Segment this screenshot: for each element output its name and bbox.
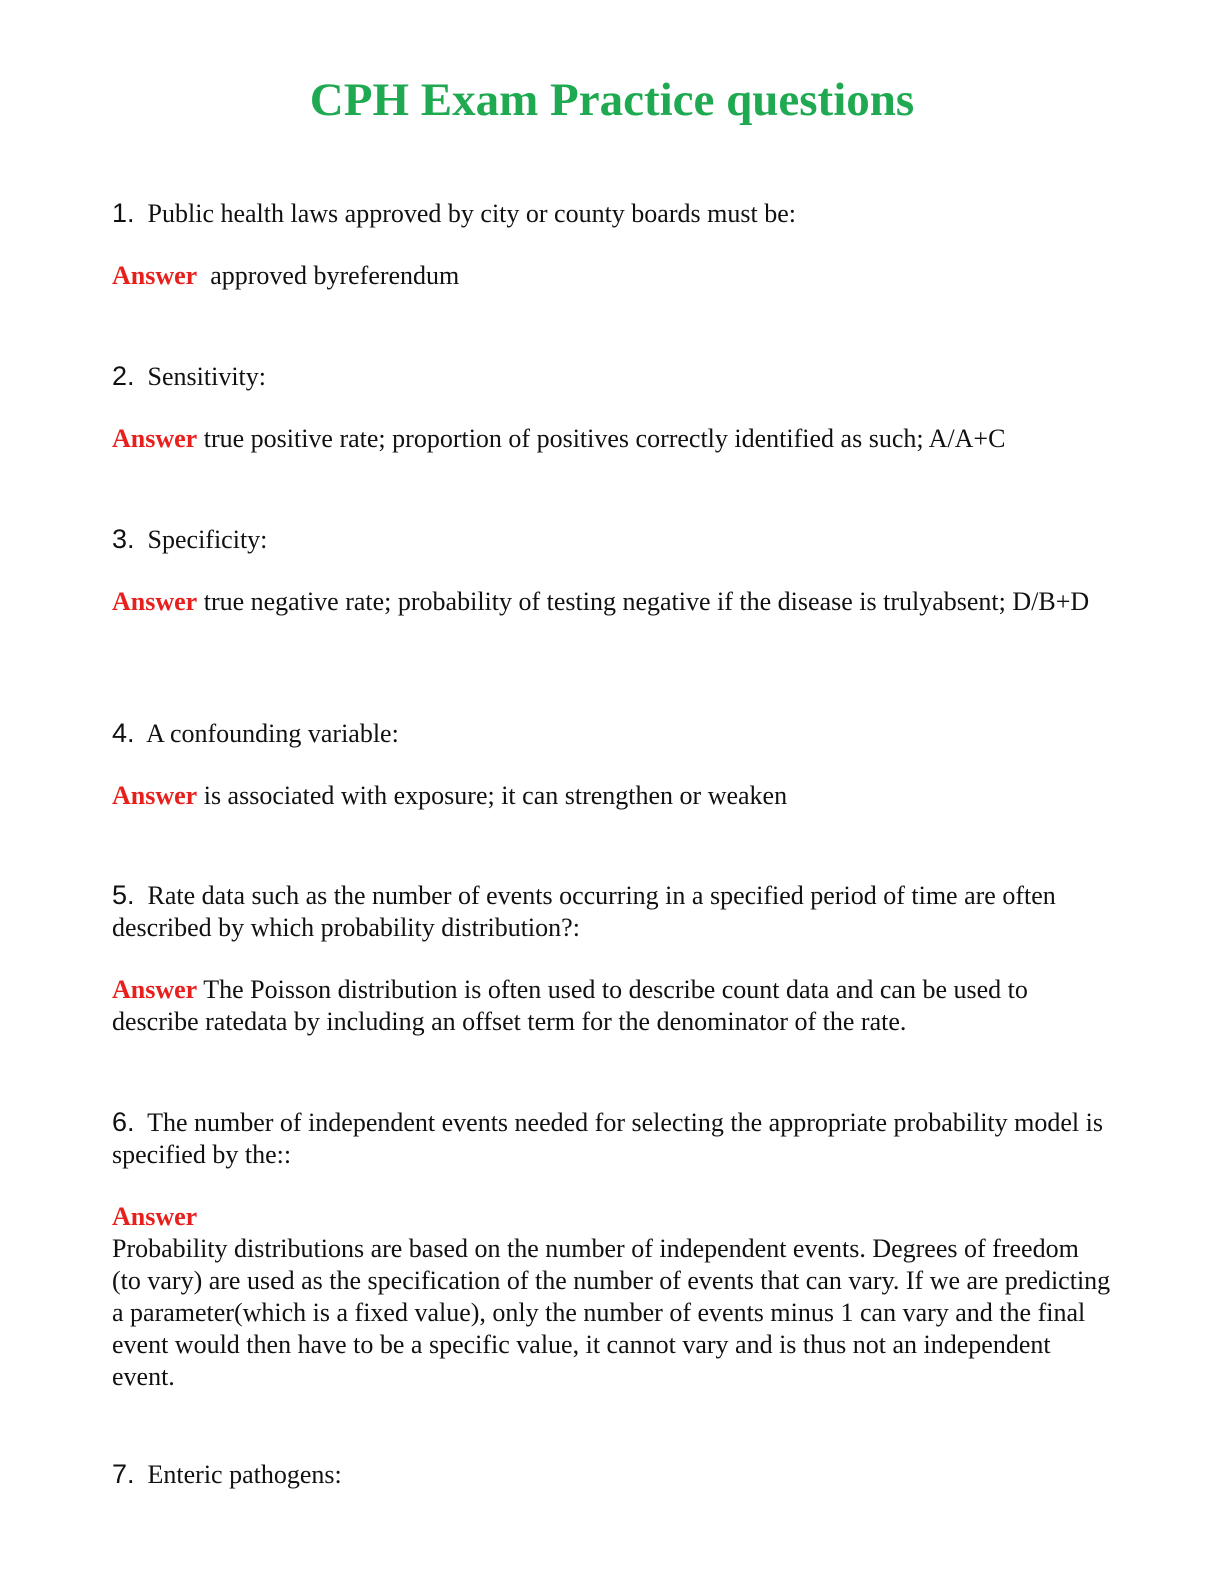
answer-text: is associated with exposure; it can strengthen or weaken [203, 781, 788, 810]
answer-5 [112, 974, 1112, 1038]
answer-label: Answer [112, 424, 198, 453]
question-4 [112, 717, 1112, 750]
question-number: 1. [112, 198, 135, 228]
question-1 [112, 197, 1112, 230]
answer-text: Probability distributions are based on the number of independent events. Degrees of freedom (to vary) are used as the specification of the number of events that can vary. If we are predicting a parameter(which is a fixed value), only the number of events minus 1 can vary and the final event would then have to be a specific value, it cannot vary and is thus not an independent event. [112, 1234, 1111, 1391]
question-text: Specificity: [147, 525, 268, 554]
answer-label: Answer [112, 587, 198, 616]
question-text: Enteric pathogens: [147, 1460, 342, 1489]
question-text: Rate data such as the number of events occurring in a specified period of time are often described by which probability distribution?: [112, 881, 1056, 942]
question-number: 7. [112, 1459, 135, 1489]
question-text: Sensitivity: [147, 362, 266, 391]
page-title: CPH Exam Practice questions [309, 74, 915, 126]
question-number: 4. [112, 718, 135, 748]
question-number: 3. [112, 524, 135, 554]
question-number: 6. [112, 1107, 135, 1137]
question-6 [112, 1106, 1112, 1171]
answer-6 [112, 1201, 1112, 1393]
question-number: 2. [112, 361, 135, 391]
answer-text: The Poisson distribution is often used to describe count data and can be used to describe ratedata by including an offset term for the denominator of the rate. [112, 975, 1028, 1036]
question-text: The number of independent events needed for selecting the appropriate probability model is specified by the:: [112, 1108, 1103, 1169]
question-2 [112, 360, 1112, 393]
question-7 [112, 1458, 1112, 1491]
answer-label: Answer [112, 1202, 198, 1231]
question-number: 5. [112, 880, 135, 910]
answer-text: true positive rate; proportion of positives correctly identified as such; A/A+C [203, 424, 1006, 453]
question-text: A confounding variable: [146, 719, 399, 748]
answer-label: Answer [112, 781, 198, 810]
question-5 [112, 879, 1112, 944]
question-text: Public health laws approved by city or county boards must be: [147, 199, 796, 228]
answer-4 [112, 780, 1112, 812]
answer-1 [112, 260, 1112, 292]
answer-3 [112, 586, 1112, 618]
answer-label: Answer [112, 975, 198, 1004]
answer-2 [112, 423, 1112, 455]
answer-text: approved byreferendum [210, 261, 460, 290]
answer-text: true negative rate; probability of testing negative if the disease is trulyabsent; D/B+D [203, 587, 1090, 616]
answer-label: Answer [112, 261, 198, 290]
question-3 [112, 523, 1112, 556]
